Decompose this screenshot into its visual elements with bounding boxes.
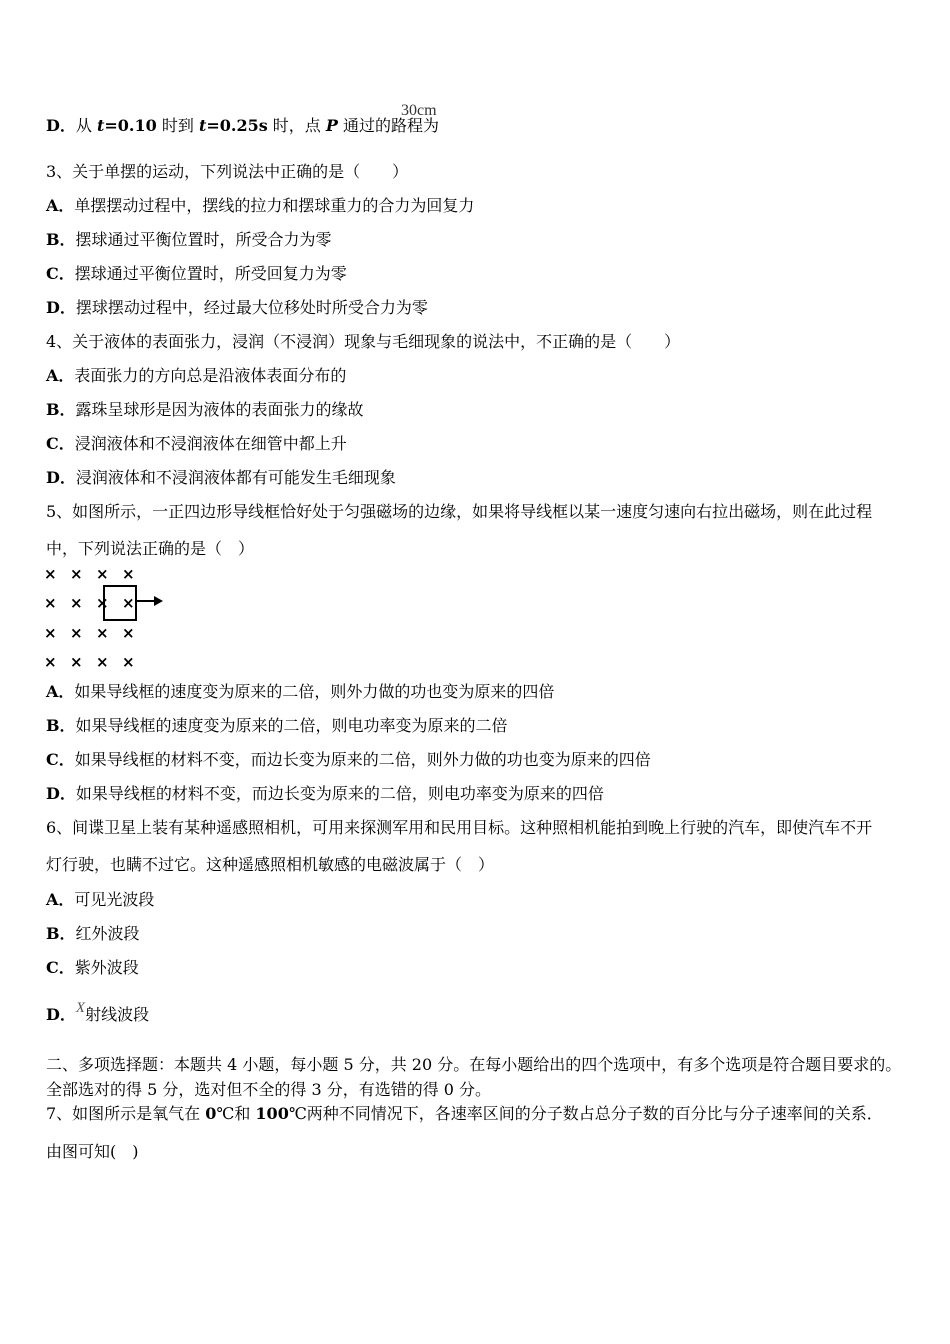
option-letter: B．	[46, 924, 76, 943]
q5-option-b	[46, 716, 508, 736]
option-letter: A．	[46, 366, 75, 385]
option-letter: C．	[46, 264, 75, 283]
q4-option-b	[46, 400, 364, 420]
text-from: 从	[75, 116, 97, 135]
section2-heading-line1: 二、多项选择题：本题共 4 小题，每小题 5 分，共 20 分。在每小题给出的四个选项中，有多个选项是符合题目要求的。	[46, 1055, 902, 1074]
field-cross-icon: ×	[44, 653, 57, 671]
magnetic-field-figure	[42, 564, 172, 672]
field-cross-icon: ×	[96, 653, 109, 671]
field-cross-icon: ×	[122, 653, 135, 671]
x-ray-symbol: X	[75, 1000, 86, 1016]
text-point: 时，点	[267, 116, 326, 135]
q4-option-a	[46, 366, 346, 386]
q7-temp1: 0	[205, 1104, 217, 1123]
option-letter: C．	[46, 750, 75, 769]
option-letter: D．	[46, 784, 76, 803]
q7-rest: ℃两种不同情况下，各速率区间的分子数占总分子数的百分比与分子速率间的关系．	[288, 1104, 883, 1123]
field-cross-icon: ×	[122, 565, 135, 583]
q5-option-c	[46, 750, 651, 770]
option-letter: B．	[46, 230, 76, 249]
q3-option-b	[46, 230, 332, 250]
option-text: 红外波段	[75, 924, 140, 943]
q7-temp2: 100	[255, 1104, 289, 1123]
q5-stem-line1: 5、如图所示，一正四边形导线框恰好处于匀强磁场的边缘，如果将导线框以某一速度匀速向右拉出磁场，则在此过程	[46, 502, 873, 521]
option-text: 如果导线框的速度变为原来的二倍，则电功率变为原来的二倍	[75, 716, 508, 735]
option-letter: D．	[46, 116, 76, 135]
option-letter: C．	[46, 958, 75, 977]
field-cross-icon: ×	[44, 624, 57, 642]
option-text: 如果导线框的速度变为原来的二倍，则外力做的功也变为原来的四倍	[74, 682, 555, 701]
q6-stem-line1: 6、间谍卫星上装有某种遥感照相机，可用来探测军用和民用目标。这种照相机能拍到晚上行驶的汽车，即使汽车不开	[46, 818, 873, 837]
option-letter: D．	[46, 1005, 76, 1024]
q6-stem-line2: 灯行驶，也瞒不过它。这种遥感照相机敏感的电磁波属于（ ）	[46, 855, 495, 874]
option-text: 浸润液体和不浸润液体在细管中都上升	[74, 434, 347, 453]
q6-option-d	[46, 1000, 150, 1026]
option-letter: A．	[46, 682, 75, 701]
option-text: 紫外波段	[74, 958, 139, 977]
option-text: 可见光波段	[74, 890, 155, 909]
option-text: 如果导线框的材料不变，而边长变为原来的二倍，则电功率变为原来的四倍	[75, 784, 604, 803]
value-t2: =0.25s	[206, 116, 268, 135]
field-cross-icon: ×	[96, 565, 109, 583]
option-letter: B．	[46, 400, 76, 419]
field-cross-icon: ×	[96, 594, 109, 612]
var-t1: t	[96, 116, 105, 135]
q6-option-b	[46, 924, 140, 944]
text-to: 时到	[156, 116, 199, 135]
wire-frame	[103, 585, 137, 621]
field-cross-icon: ×	[96, 624, 109, 642]
option-text: 摆球通过平衡位置时，所受合力为零	[75, 230, 332, 249]
q6-option-c	[46, 958, 139, 978]
option-letter: C．	[46, 434, 75, 453]
velocity-arrow-icon	[136, 595, 164, 607]
q3-stem: 3、关于单摆的运动，下列说法中正确的是（ ）	[46, 162, 409, 181]
q3-option-a	[46, 196, 474, 216]
field-cross-icon: ×	[70, 624, 83, 642]
distance-formula: 30cm	[401, 102, 437, 119]
option-text: 如果导线框的材料不变，而边长变为原来的二倍，则外力做的功也变为原来的四倍	[74, 750, 651, 769]
option-text: 射线波段	[85, 1005, 150, 1024]
option-letter: B．	[46, 716, 76, 735]
q7-stem-line1	[46, 1104, 883, 1124]
q5-stem-line2: 中，下列说法正确的是（ ）	[46, 539, 255, 558]
q5-option-d	[46, 784, 604, 804]
q3-option-c	[46, 264, 347, 284]
q7-stem-line2: 由图可知( )	[46, 1142, 139, 1161]
section2-heading-line2: 全部选对的得 5 分，选对但不全的得 3 分，有选错的得 0 分。	[46, 1080, 492, 1099]
option-text: 单摆摆动过程中，摆线的拉力和摆球重力的合力为回复力	[74, 196, 475, 215]
option-text: 摆球通过平衡位置时，所受回复力为零	[74, 264, 347, 283]
var-p: P	[325, 116, 338, 135]
q4-option-c	[46, 434, 347, 454]
q5-option-a	[46, 682, 554, 702]
field-cross-icon: ×	[44, 565, 57, 583]
value-t1: =0.10	[104, 116, 157, 135]
option-text: 表面张力的方向总是沿液体表面分布的	[74, 366, 347, 385]
field-cross-icon: ×	[70, 653, 83, 671]
q4-option-d	[46, 468, 396, 488]
q7-prefix: 7、如图所示是氧气在	[46, 1104, 206, 1123]
option-text: 摆球摆动过程中，经过最大位移处时所受合力为零	[75, 298, 428, 317]
var-t2: t	[198, 116, 207, 135]
option-text: 浸润液体和不浸润液体都有可能发生毛细现象	[75, 468, 396, 487]
field-cross-icon: ×	[122, 624, 135, 642]
q3-option-d	[46, 298, 428, 318]
field-cross-icon: ×	[44, 594, 57, 612]
q2-option-d	[46, 116, 439, 136]
option-letter: D．	[46, 468, 76, 487]
q4-stem: 4、关于液体的表面张力，浸润（不浸润）现象与毛细现象的说法中，不正确的是（ ）	[46, 332, 681, 351]
option-text: 露珠呈球形是因为液体的表面张力的缘故	[75, 400, 364, 419]
text-tail: 通过的路程为	[337, 116, 440, 135]
option-letter: A．	[46, 890, 75, 909]
field-cross-icon: ×	[70, 594, 83, 612]
field-cross-icon: ×	[70, 565, 83, 583]
q6-option-a	[46, 890, 154, 910]
field-cross-icon: ×	[122, 594, 135, 612]
option-letter: A．	[46, 196, 75, 215]
q7-mid: ℃和	[216, 1104, 256, 1123]
option-letter: D．	[46, 298, 76, 317]
